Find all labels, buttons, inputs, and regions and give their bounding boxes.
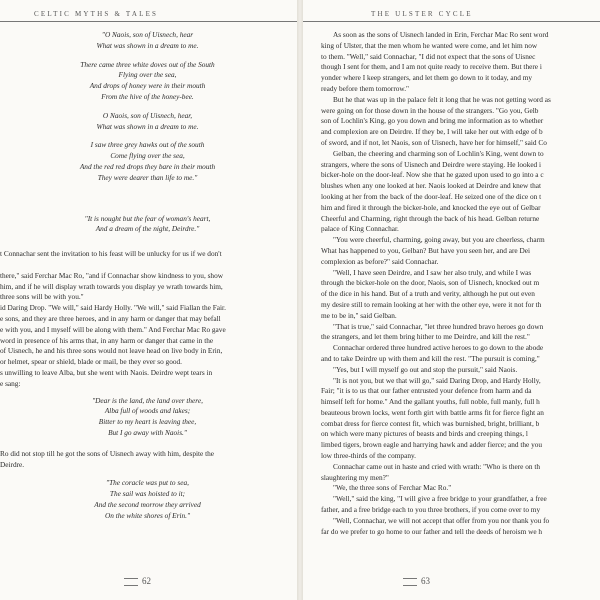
verse-stanza xyxy=(10,214,285,236)
prose-line: complexion as before?" said Connachar. xyxy=(321,256,439,266)
header-rule xyxy=(0,21,297,22)
verse-stanza xyxy=(10,396,285,439)
prose-paragraph xyxy=(321,376,600,462)
prose-line: him, and if he will display wrath towards you display ye wrath towards him, xyxy=(0,281,223,291)
folio-ornament xyxy=(403,578,417,586)
prose-line: me to be in," said Gelban. xyxy=(321,310,397,320)
prose-line: "That is true," said Connachar, "let three hundred bravo heroes go down xyxy=(333,321,544,331)
prose-line: far do we prefer to go home to our father and tell the deeds of heroism we h xyxy=(321,526,543,536)
verse-line: Bitter to my heart is leaving thee, xyxy=(98,417,197,427)
prose-line: e with you, and I myself will be along with them." And Ferchar Mac Ro gave xyxy=(0,324,226,334)
running-head-right: THE ULSTER CYCLE xyxy=(371,10,473,18)
prose-line: slaughtering my men?" xyxy=(321,472,389,482)
prose-line: my desire still to remain looking at her with the other eye, were it not for th xyxy=(321,299,542,309)
prose-paragraph xyxy=(321,235,600,267)
verse-line: "The coracle was put to sea, xyxy=(106,478,189,488)
verse-stanza xyxy=(10,30,285,52)
verse-line: "It is nought but the fear of woman's heart, xyxy=(84,213,211,223)
prose-line: Fair; "it is to us that our father entrusted your defence from harm and da xyxy=(321,386,532,396)
prose-line: As soon as the sons of Uisnech landed in Erin, Ferchar Mac Ro sent word xyxy=(333,30,549,39)
right-page xyxy=(303,0,600,600)
verse-line: They were dearer than life to me." xyxy=(97,172,198,182)
page-number-right xyxy=(399,576,430,586)
folio-ornament xyxy=(124,578,138,586)
prose-line: e sang: xyxy=(0,378,21,388)
prose-line: were going on for those down in the house of the strangers. "Go you, Gelb xyxy=(321,105,539,115)
prose-line: the strangers, and let them bring hither to me Deirdre, and kill the rest." xyxy=(321,332,530,342)
prose-line: "Well, Connachar, we will not accept that offer from you nor thank you fo xyxy=(333,515,550,525)
prose-line: Connachar ordered three hundred active heroes to go down to the abode xyxy=(333,343,544,353)
prose-line: and to take Deirdre up with them and kill the rest. "The pursuit is coming," xyxy=(321,353,540,363)
right-page-content xyxy=(321,30,600,537)
prose-line: looking at her from the back of the door-leaf. He seized one of the dice on t xyxy=(321,191,542,201)
prose-line: bicker-hole on the door-leaf. Now she that he gazed upon used to go into a c xyxy=(321,170,544,180)
prose-line: palace of King Connachar. xyxy=(321,224,399,234)
prose-line: "Well, I have seen Deirdre, and I saw her also truly, and while I was xyxy=(333,267,532,277)
prose-line: limbed tigers, brown eagle and harrying hawk and adder fierce; and the you xyxy=(321,440,543,450)
prose-line: "You were cheerful, charming, going away, but you are cheerless, charm xyxy=(333,235,545,245)
prose-line: "It is not you, but we that will go," said Daring Drop, and Hardy Holly, xyxy=(333,375,541,385)
prose-line: Cheerful and Charming, right through the back of his head. Gelban returne xyxy=(321,213,540,223)
prose-line: though I sent for them, and I am not quite ready to receive them. But there i xyxy=(321,62,542,72)
prose-line: to them. "Well," said Connachar, "I did not expect that the sons of Uisnec xyxy=(321,51,536,61)
verse-line: Come flying over the sea, xyxy=(110,151,185,161)
verse-line: Flying over the sea, xyxy=(118,70,177,80)
prose-line: and complexion are on Deirdre. If they be, I will take her out with edge of b xyxy=(321,127,543,137)
verse-line: Alba full of woods and lakes; xyxy=(104,406,191,416)
prose-paragraph xyxy=(321,95,600,149)
prose-paragraph xyxy=(321,149,600,235)
prose-line: on which were many pictures of beasts and birds and creeping things, l xyxy=(321,429,528,439)
prose-line: combat dress for fierce contest fit, which was burnished, bright, brilliant, b xyxy=(321,418,540,428)
prose-line: id Daring Drop. "We will," said Hardy Holly. "We will," said Fiallan the Fair. xyxy=(0,303,226,313)
left-page xyxy=(0,0,297,600)
verse-line: What was shown in a dream to me. xyxy=(96,121,199,131)
verse-line: But I go away with Naois." xyxy=(108,427,187,437)
prose-line: Deirdre. xyxy=(0,459,25,469)
prose-line: of sword, and if not, let Naois, son of Uisnech, have her for himself," said Co xyxy=(321,137,547,147)
prose-line: "Well," said the king, "I will give a free bridge to your grandfather, a free xyxy=(333,494,547,504)
prose-paragraph xyxy=(321,322,600,344)
prose-line: What has happened to you, Gelban? But have you seen her, and are Dei xyxy=(321,245,531,255)
prose-line: there," said Ferchar Mac Ro, "and if Connachar show kindness to you, show xyxy=(0,270,223,280)
verse-line: On the white shores of Erin." xyxy=(104,510,191,520)
left-page-content xyxy=(0,30,285,529)
prose-line: blushes when any one looked at her. Naois looked at Deirdre and knew that xyxy=(321,181,542,191)
verse-line: And the red red drops they bare in their mouth xyxy=(79,161,216,171)
verse-line: "O Naois, son of Uisnech, hear xyxy=(101,30,194,39)
prose-line: "We, the three sons of Ferchar Mac Ro." xyxy=(333,483,452,493)
prose-line: ready before them tomorrow." xyxy=(321,83,410,93)
verse-line: And the second morrow they arrived xyxy=(94,499,201,509)
prose-paragraph xyxy=(321,494,600,516)
folio-number: 63 xyxy=(421,576,430,586)
prose-line: strangers, where the sons of Uisnech and Deirdre were staying. He looked i xyxy=(321,159,542,169)
prose-line: "Yes, but I will myself go out and stop the pursuit," said Naois. xyxy=(333,364,518,374)
verse-stanza xyxy=(10,140,285,183)
prose-line: king of Ulster, that the men whom he wanted were come, and let him now xyxy=(321,40,538,50)
prose-line xyxy=(0,260,285,271)
prose-paragraph xyxy=(321,483,600,494)
verse-stanza xyxy=(10,111,285,133)
prose-line: Ro did not stop till he got the sons of Uisnech away with him, despite the xyxy=(0,448,215,458)
verse-line: O Naois, son of Uisnech, hear, xyxy=(102,110,193,120)
prose-line: e sons, and they are three heroes, and in any harm or danger that may befall xyxy=(0,313,221,323)
prose-line: of Uisnech, he and his three sons would not leave head on live body in Erin, xyxy=(0,346,223,356)
prose-paragraph xyxy=(321,343,600,365)
verse-line: What was shown in a dream to me. xyxy=(96,40,199,50)
prose-paragraph xyxy=(321,516,600,538)
prose-line: Gelban, the cheering and charming son of Lochlin's King, went down to xyxy=(333,148,544,158)
prose-line: father, and a free bridge each to you three brothers, if you come over to my xyxy=(321,505,541,515)
prose-line: of the dice in his hand. But of a truth and verity, although he put out even xyxy=(321,289,535,299)
verse-stanza xyxy=(10,478,285,521)
verse-line: And drops of honey were in their mouth xyxy=(89,81,206,91)
header-rule xyxy=(303,21,600,22)
verse-line: There came three white doves out of the South xyxy=(80,59,215,69)
prose-line: through the bicker-hole on the door, Naois, son of Uisnech, knocked out m xyxy=(321,278,540,288)
folio-number: 62 xyxy=(142,576,151,586)
prose-line: s unwilling to leave Alba, but she went with Naois. Deirdre wept tears in xyxy=(0,367,213,377)
prose-line: But he that was up in the palace felt it long that he was not getting word as xyxy=(333,94,551,104)
prose-line: low three-thirds of the company. xyxy=(321,451,416,461)
prose-line: word in presence of his arms that, in any harm or danger that came in the xyxy=(0,335,214,345)
prose-paragraph xyxy=(321,462,600,484)
prose-line: himself left for home." And the gallant youths, full noble, full manly, full h xyxy=(321,397,540,407)
prose-paragraph xyxy=(321,268,600,322)
verse-line: The sail was hoisted to it; xyxy=(109,489,186,499)
prose-line: or helmet, spear or shield, blade or mail, be they ever so good. xyxy=(0,357,182,367)
prose-line: beauteous brown locks, went forth girt with battle arms fit for fierce fight an xyxy=(321,407,544,417)
running-head-left: CELTIC MYTHS & TALES xyxy=(34,10,159,18)
prose-paragraph xyxy=(321,30,600,95)
prose-line: three sons will be with you." xyxy=(0,292,84,302)
verse-line: I saw three grey hawks out of the south xyxy=(90,140,205,150)
page-number-left xyxy=(120,576,151,586)
prose-line: Connachar came out in haste and cried with wrath: "Who is there on th xyxy=(333,461,541,471)
verse-stanza xyxy=(10,60,285,103)
verse-line: And a dream of the night, Deirdre." xyxy=(95,224,200,234)
prose-line: t Connachar sent the invitation to his feast will be unlucky for us if we don't xyxy=(0,249,222,259)
prose-line: son of Lochlin's King, go you down and bring me information as to whether xyxy=(321,116,544,126)
verse-line: "Dear is the land, the land over there, xyxy=(92,395,203,405)
prose-paragraph xyxy=(321,365,600,376)
verse-line: From the hive of the honey-bee. xyxy=(101,91,194,101)
prose-line: yonder where I keep strangers, and let them go down to it today, and my xyxy=(321,73,533,83)
prose-line: him and fired it through the bicker-hole, and knocked the eye out of Gelbar xyxy=(321,202,541,212)
